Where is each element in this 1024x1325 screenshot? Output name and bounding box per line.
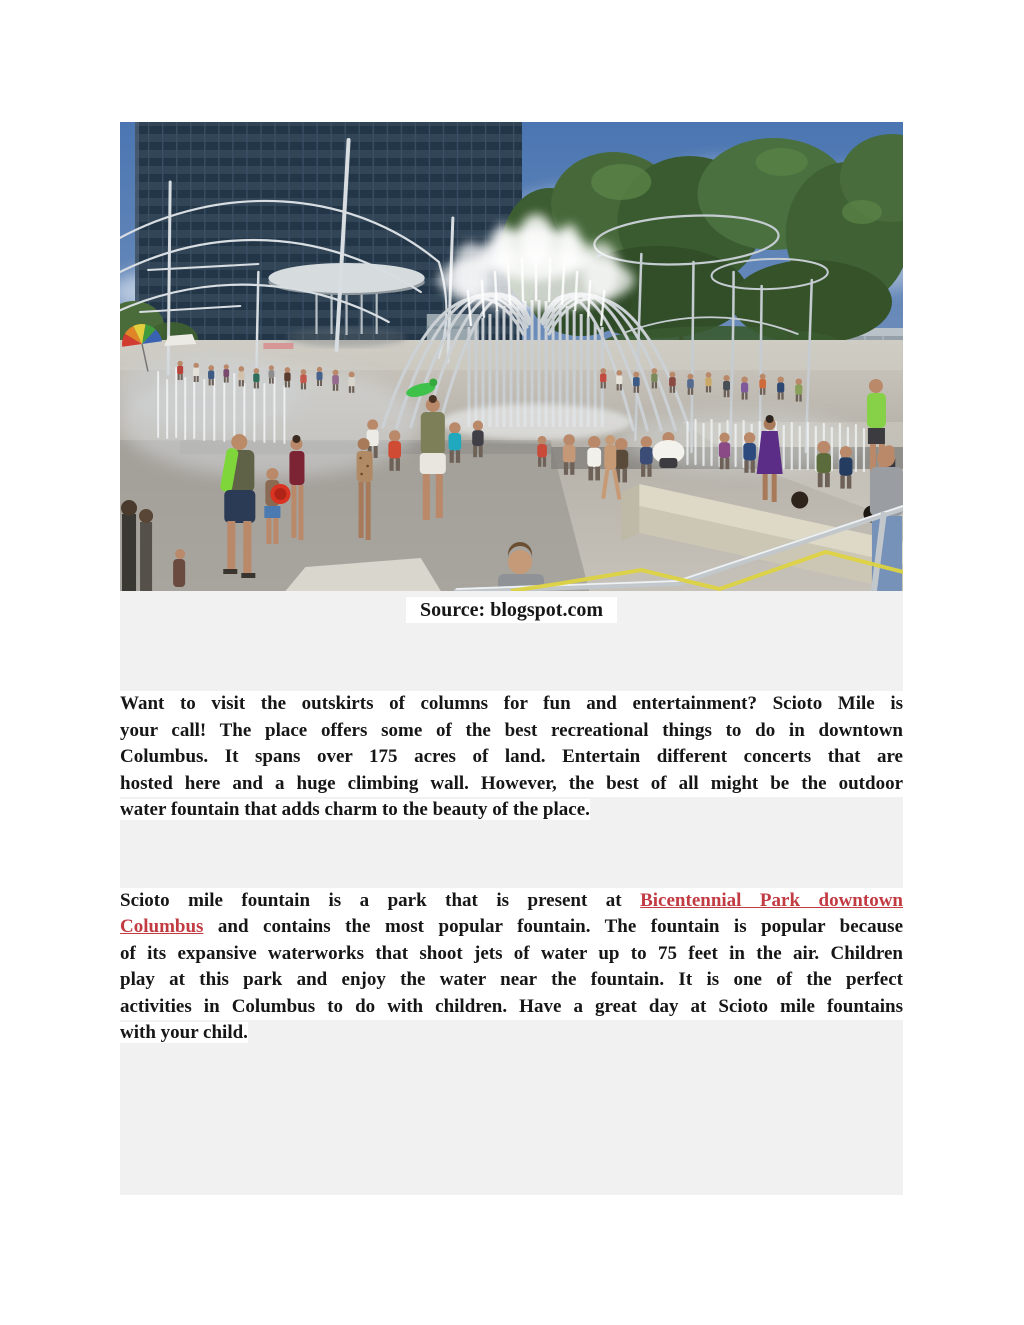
paragraph-line: with your child. xyxy=(120,1022,248,1043)
document-page xyxy=(120,122,903,1195)
figure-fountain xyxy=(120,122,903,1195)
paragraph-line: hosted here and a huge climbing wall. However, the best of all might be the outdoor xyxy=(120,771,903,798)
paragraph-line: Columbus and contains the most popular fountain. The fountain is popular because xyxy=(120,914,903,941)
paragraph-line: of its expansive waterworks that shoot jets of water up to 75 feet in the air. Children xyxy=(120,941,903,968)
paragraph-line: Scioto mile fountain is a park that is present at Bicentennial Park downtown xyxy=(120,888,903,915)
paragraph-line: activities in Columbus to do with children. Have a great day at Scioto mile fountains xyxy=(120,994,903,1021)
paragraph-line: Columbus. It spans over 175 acres of land. Entertain different concerts that are xyxy=(120,744,903,771)
paragraph-details xyxy=(120,888,903,1047)
paragraph-line: water fountain that adds charm to the beauty of the place. xyxy=(120,799,590,820)
bicentennial-park-link[interactable]: Bicentennial Park downtown xyxy=(640,889,903,911)
paragraph-line: your call! The place offers some of the best recreational things to do in downtown xyxy=(120,718,903,745)
bicentennial-park-link[interactable]: Columbus xyxy=(120,916,204,937)
caption-panel xyxy=(120,591,903,1195)
image-caption-text: Source: blogspot.com xyxy=(406,597,617,623)
fountain-photo xyxy=(120,122,903,591)
paragraph-line: Want to visit the outskirts of columns for fun and entertainment? Scioto Mile is xyxy=(120,691,903,718)
paragraph-line: play at this park and enjoy the water near the fountain. It is one of the perfect xyxy=(120,967,903,994)
image-caption xyxy=(120,591,903,624)
paragraph-intro xyxy=(120,691,903,824)
